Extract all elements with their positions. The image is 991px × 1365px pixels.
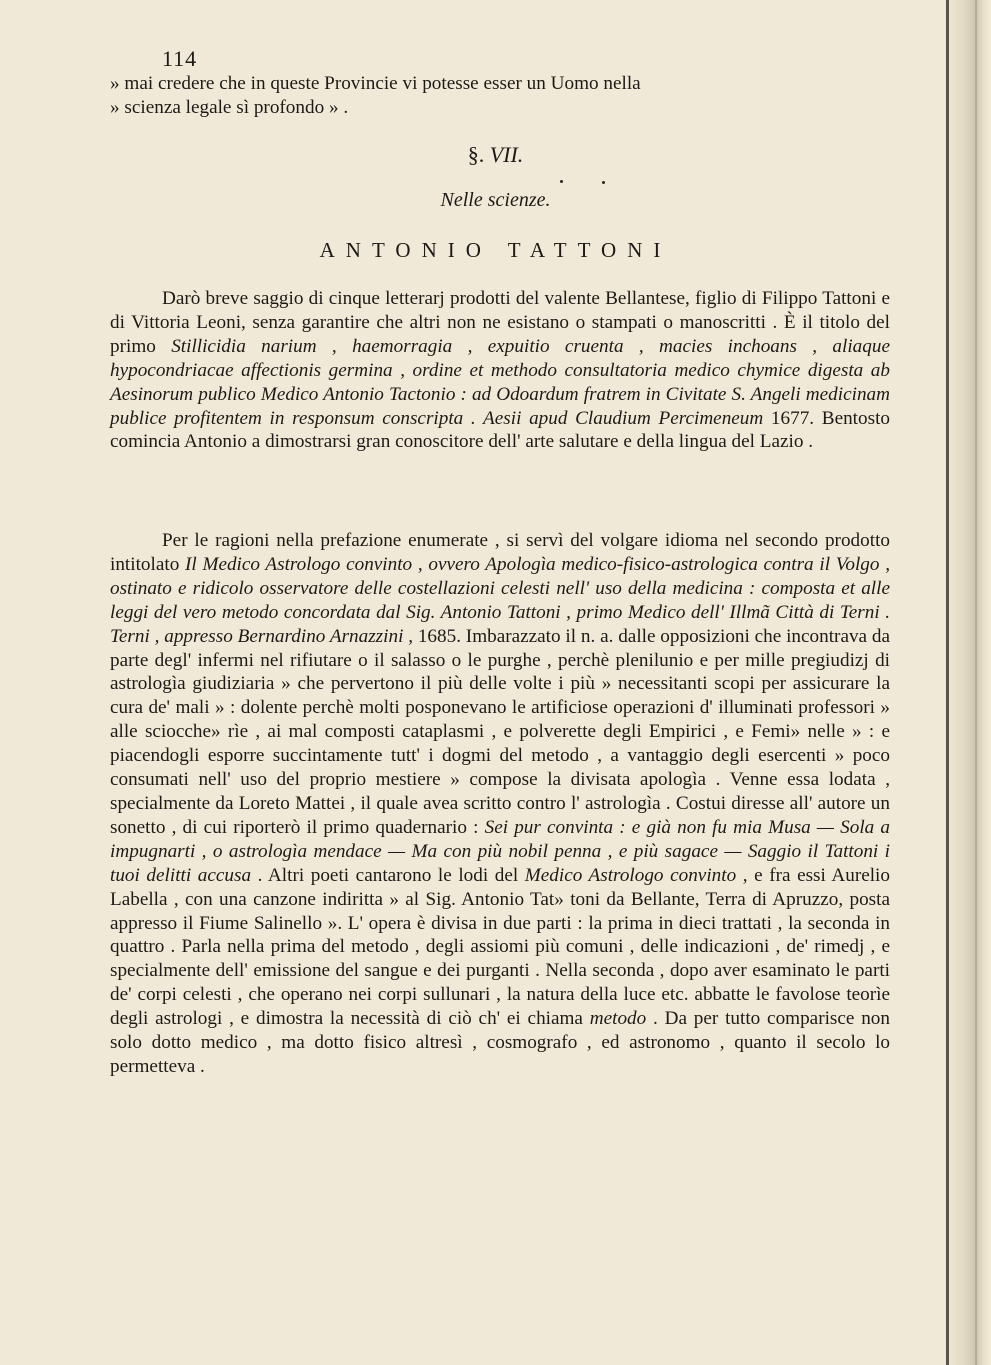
quote-line-2: » scienza legale sì profondo » .	[110, 96, 349, 118]
paragraph-2-sonnet-quote: Sei pur convinta : e già non fu mia Musa — Sola a impugnarti , o astrologìa mendace — Ma con più nobil penna , e più sagace — Saggio il Tattoni i tuoi delitti accusa	[110, 816, 891, 886]
paragraph-2-text-5: . Da per tutto comparisce non solo dotto medico , ma dotto fisico altresì , cosmografo , ed astronomo , quanto il secolo lo permetteva .	[110, 1008, 890, 1077]
print-dot	[602, 181, 605, 184]
paragraph-2-text-1: Per le ragioni nella prefazione enumerate , si servì del volgare idioma nel secondo prodotto intitolato	[110, 530, 890, 575]
page-number: 114	[162, 46, 198, 71]
section-heading	[0, 142, 991, 168]
paragraph-2-text-4: , e fra essi Aurelio Labella , con una canzone indiritta » al Sig. Antonio Tat» toni da Bellante, Terra di Apruzzo, posta appresso il Fiume Salinello ». L' opera è divisa in due parti : la prima in dieci trattati , la seconda in quattro . Parla nella prima del metodo , degli assiomi più comuni , delle indicazioni , de' rimedj , e specialmente dell' emissione del sangue e dei purganti . Nella seconda , dopo aver esaminato le parti de' corpi celesti , che operano nei corpi sullunari , la natura della luce etc. abbatte le favolose teorìe degli astrologi , e dimostra la necessità di ciò ch' ei chiama	[110, 864, 890, 1030]
quote-line-1: » mai credere che in queste Provincie vi potesse esser un Uomo nella	[110, 73, 641, 94]
section-number: VII.	[489, 142, 524, 167]
quote-continuation	[110, 72, 890, 120]
paragraph-1-text-2: 1677. Bentosto comincia Antonio a dimostrarsi gran conoscitore dell' arte salutare e della lingua del Lazio .	[110, 407, 890, 453]
paragraph-2-text-3: . Altri poeti cantarono le lodi del	[251, 864, 525, 886]
paragraph-1-text-1: Darò breve saggio di cinque letterarj prodotti del valente Bellantese, figlio di Filippo Tattoni e di Vittoria Leoni, senza garantire che altri non ne esistano o stampati o manoscritti . È il titolo del primo	[110, 288, 890, 357]
print-dot	[560, 180, 563, 183]
paragraph-1	[110, 287, 890, 454]
paragraph-2-title-ref: Medico Astrologo convinto	[524, 864, 737, 886]
paragraph-2	[110, 529, 890, 1079]
section-subtitle: Nelle scienze.	[440, 189, 551, 211]
paragraph-1-title-stillicidia: Stillicidia narium , haemorragia , expuitio cruenta , macies inchoans , aliaque hypocondriacae affectionis germina , ordine et methodo consultatoria medico chymice digesta ab Aesinorum publico Medico Antonio Tactonio : ad Odoardum fratrem in Civitate S. Angeli medicinam publice profitentem in responsum conscripta . Aesii apud Claudium Percimeneum	[110, 335, 890, 429]
paragraph-2-title-medico-astrologo: Il Medico Astrologo convinto , ovvero Apologìa medico-fisico-astrologica contra il Volgo , ostinato e ridicolo osservatore delle costellazioni celesti nell' uso della medicina : composta et alle leggi del vero metodo concordata dal Sig. Antonio Tattoni , primo Medico dell' Illmã Città di Terni . Terni , appresso Bernardino Arnazzini ,	[110, 553, 890, 647]
section-symbol: §.	[467, 142, 485, 167]
paragraph-2-text-2: 1685. Imbarazzato il n. a. dalle opposizioni che incontrava da parte degl' infermi nel rifiutare o il salasso o le purghe , perchè plenilunio e per mille pregiudizj di astrologìa giudiziaria » che pervertono il più delle volte i più » necessitanti scopi per assicurare la cura de' mali » : dolente perchè molti posponevano le artificiose operazioni d' illuminati professori » alle sciocche» rìe , ai mal composti cataplasmi , e polverette degli Empirici , e Femi» nelle » : e piacendogli esporre succintamente tutt' i dogmi del metodo , a vantaggio degli esercenti » poco consumati nell' uso del proprio mestiere » compose la divisata apologìa . Venne essa lodata , specialmente da Loreto Mattei , il quale avea scritto contro l' astrologìa . Costui diresse all' autore un sonetto , di cui riporterò il primo quadernario :	[110, 625, 890, 838]
paragraph-2-metodo: metodo	[589, 1008, 647, 1030]
author-heading: ANTONIO TATTONI	[319, 238, 672, 262]
